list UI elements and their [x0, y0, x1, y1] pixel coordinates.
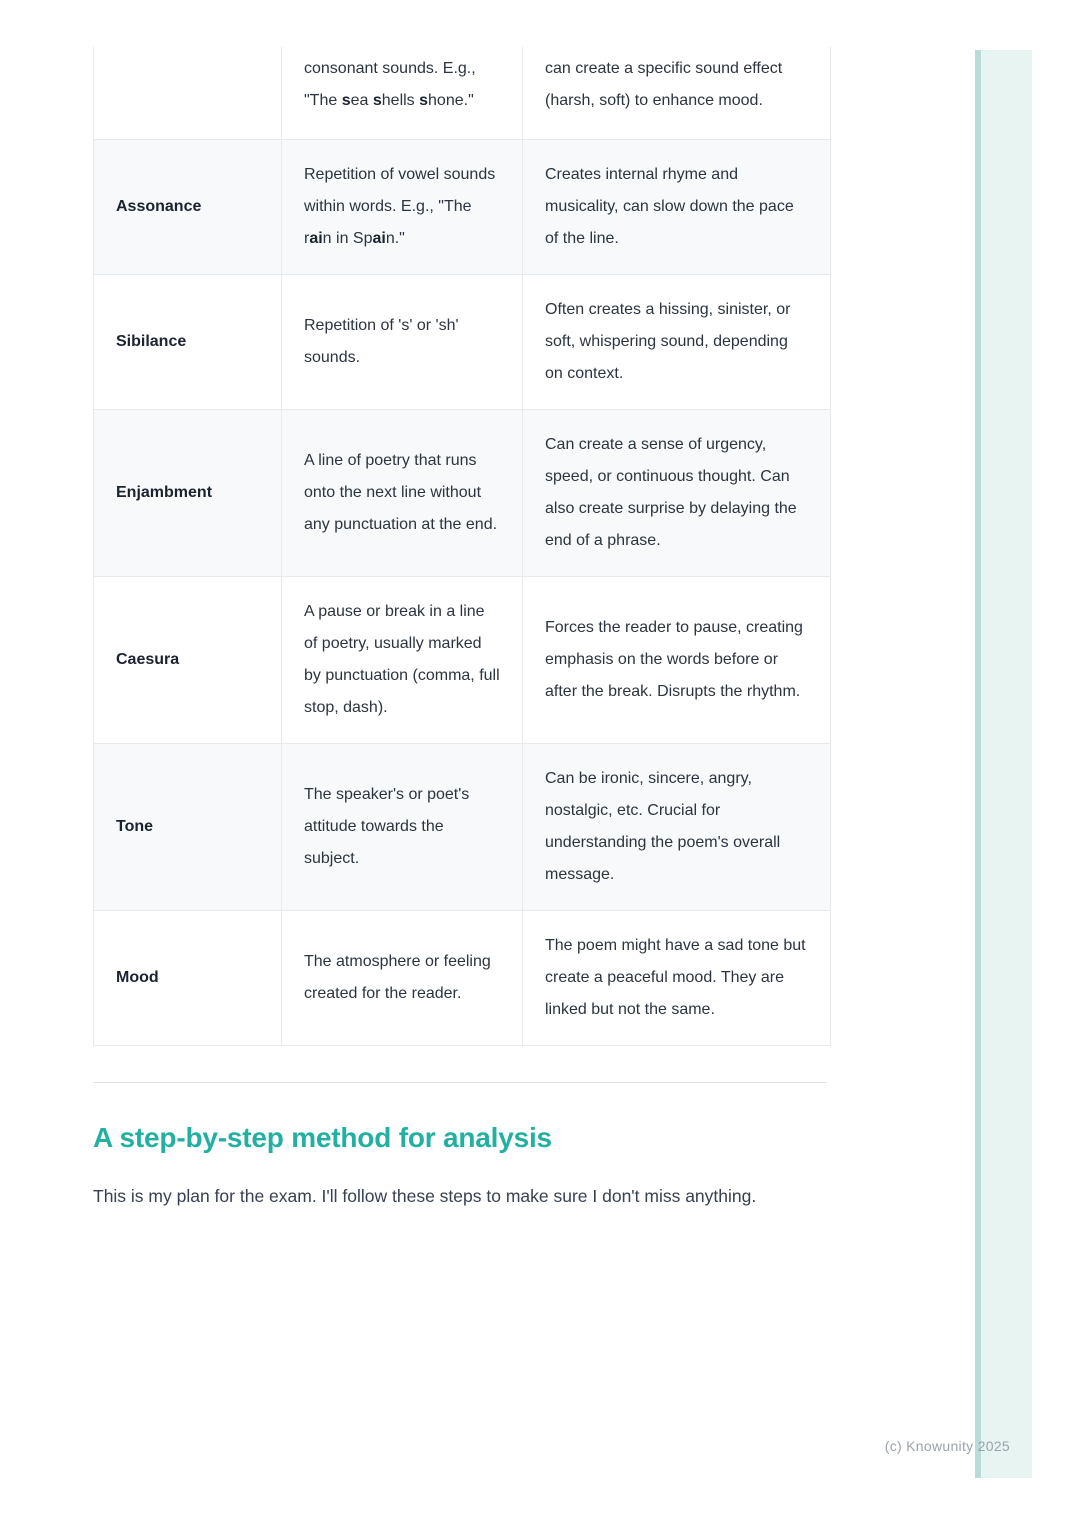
table-row: [94, 140, 831, 275]
table-row: [94, 577, 831, 744]
section-intro-paragraph: This is my plan for the exam. I'll follow these steps to make sure I don't miss anything.: [93, 1186, 757, 1206]
effect-cell: The poem might have a sad tone but create a peaceful mood. They are linked but not the same.: [523, 911, 831, 1046]
term-cell: Mood: [94, 911, 282, 1046]
table-row: [94, 275, 831, 410]
definition-cell: Repetition of vowel sounds within words. E.g., "The rain in Spain.": [282, 140, 523, 275]
term-cell: Assonance: [94, 140, 282, 275]
effect-cell: can create a specific sound effect (harsh, soft) to enhance mood.: [523, 47, 831, 140]
poetic-devices-table: [93, 47, 831, 1046]
section-heading: A step-by-step method for analysis: [93, 1122, 552, 1153]
page-edge-decoration-bar: [975, 50, 1032, 1478]
section-divider: [93, 1082, 827, 1083]
definition-cell: Repetition of 's' or 'sh' sounds.: [282, 275, 523, 410]
effect-cell: Creates internal rhyme and musicality, can slow down the pace of the line.: [523, 140, 831, 275]
definition-cell: The atmosphere or feeling created for the reader.: [282, 911, 523, 1046]
definition-cell: The speaker's or poet's attitude towards the subject.: [282, 744, 523, 911]
effect-cell: Can be ironic, sincere, angry, nostalgic, etc. Crucial for understanding the poem's overall message.: [523, 744, 831, 911]
copyright-watermark: (c) Knowunity 2025: [884, 1438, 1010, 1454]
definition-cell: consonant sounds. E.g., "The sea shells shone.": [282, 47, 523, 140]
page-content: [93, 0, 827, 1213]
effect-cell: Forces the reader to pause, creating emphasis on the words before or after the break. Disrupts the rhythm.: [523, 577, 831, 744]
table-row: [94, 911, 831, 1046]
effect-cell: Often creates a hissing, sinister, or soft, whispering sound, depending on context.: [523, 275, 831, 410]
effect-cell: Can create a sense of urgency, speed, or continuous thought. Can also create surprise by delaying the end of a phrase.: [523, 410, 831, 577]
definition-cell: A line of poetry that runs onto the next line without any punctuation at the end.: [282, 410, 523, 577]
terms-table-body: [94, 47, 831, 1046]
term-cell: Sibilance: [94, 275, 282, 410]
definition-cell: A pause or break in a line of poetry, usually marked by punctuation (comma, full stop, dash).: [282, 577, 523, 744]
table-row: [94, 744, 831, 911]
term-cell: Caesura: [94, 577, 282, 744]
term-cell: Tone: [94, 744, 282, 911]
term-cell: [94, 47, 282, 140]
table-row: [94, 410, 831, 577]
term-cell: Enjambment: [94, 410, 282, 577]
table-row: [94, 47, 831, 140]
